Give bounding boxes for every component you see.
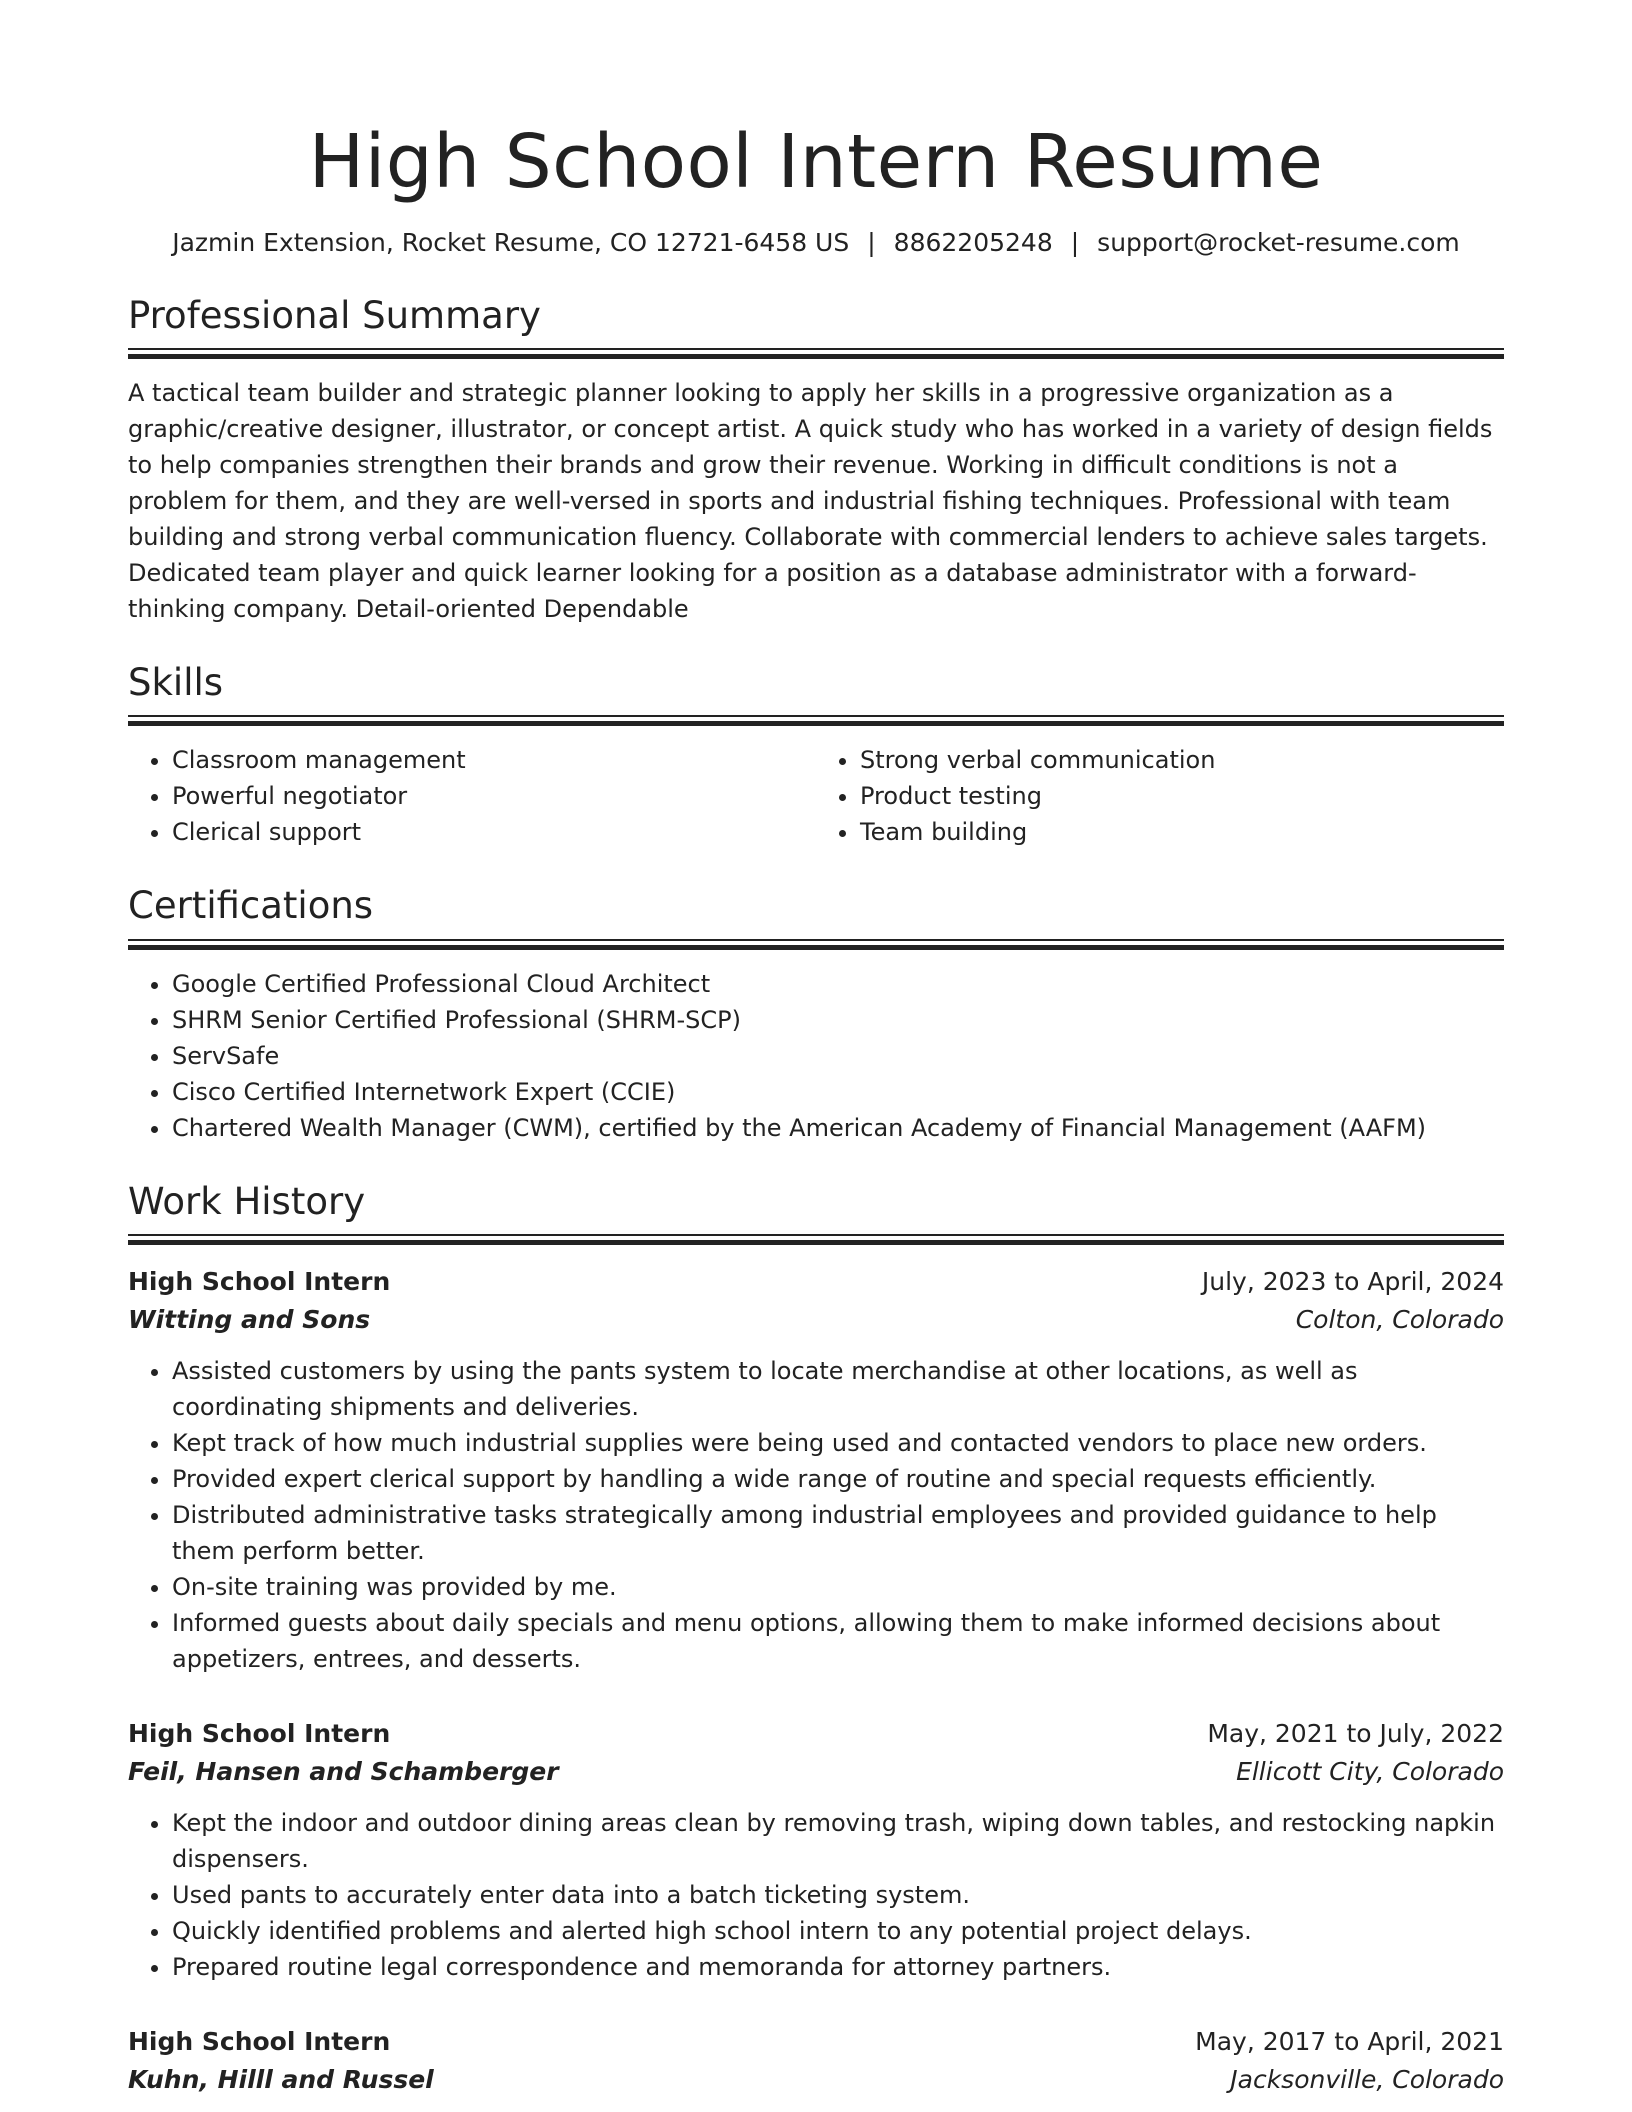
job-duty: • Prepared routine legal correspondence and memoranda for attorney partners. bbox=[172, 1949, 1504, 1985]
job-company: Feil, Hansen and Schamberger bbox=[128, 1757, 559, 1787]
skills-right-list bbox=[816, 742, 1504, 850]
certifications-section bbox=[128, 884, 1504, 1145]
job-entry bbox=[128, 1715, 1504, 1985]
job-dates: May, 2017 to April, 2021 bbox=[1195, 2027, 1504, 2057]
job-duty: • On-site training was provided by me. bbox=[172, 1569, 1504, 1605]
section-divider bbox=[128, 348, 1504, 359]
job-company-row bbox=[128, 2061, 1504, 2099]
certification-item: • Cisco Certified Internetwork Expert (CCIE) bbox=[172, 1074, 1504, 1110]
work-history-heading: Work History bbox=[128, 1179, 366, 1223]
contact-email: support@rocket-resume.com bbox=[1097, 228, 1460, 258]
certification-item: • Google Certified Professional Cloud Architect bbox=[172, 966, 1504, 1002]
job-company: Kuhn, Hilll and Russel bbox=[128, 2065, 434, 2095]
skills-grid bbox=[128, 742, 1504, 850]
summary-heading: Professional Summary bbox=[128, 293, 541, 337]
resume-title: High School Intern Resume bbox=[308, 119, 1324, 205]
job-title: High School Intern bbox=[128, 2027, 391, 2057]
job-dates: May, 2021 to July, 2022 bbox=[1207, 1719, 1504, 1749]
skills-section bbox=[128, 661, 1504, 850]
job-duty: • Distributed administrative tasks strategically among industrial employees and provided guidance to help them perform better. bbox=[172, 1497, 1504, 1569]
job-duty: • Used pants to accurately enter data into a batch ticketing system. bbox=[172, 1877, 1504, 1913]
certification-item: • Chartered Wealth Manager (CWM), certified by the American Academy of Financial Management (AAFM) bbox=[172, 1110, 1504, 1146]
job-duty: • Quickly identified problems and alerted high school intern to any potential project delays. bbox=[172, 1913, 1504, 1949]
skill-item: • Strong verbal communication bbox=[860, 742, 1504, 778]
job-location: Colton, Colorado bbox=[1295, 1305, 1504, 1335]
job-company: Witting and Sons bbox=[128, 1305, 371, 1335]
skill-item: • Product testing bbox=[860, 778, 1504, 814]
certification-item: • ServSafe bbox=[172, 1038, 1504, 1074]
job-location: Ellicott City, Colorado bbox=[1236, 1757, 1504, 1787]
skills-left-list bbox=[128, 742, 816, 850]
certifications-list bbox=[128, 966, 1504, 1146]
job-title: High School Intern bbox=[128, 1267, 391, 1297]
skills-heading: Skills bbox=[128, 660, 224, 704]
job-duties-list bbox=[128, 1805, 1504, 1985]
section-divider bbox=[128, 715, 1504, 726]
summary-section bbox=[128, 294, 1504, 627]
contact-line bbox=[128, 227, 1504, 260]
job-header-row bbox=[128, 1263, 1504, 1301]
job-duty: • Provided expert clerical support by handling a wide range of routine and special requests efficiently. bbox=[172, 1461, 1504, 1497]
job-location: Jacksonville, Colorado bbox=[1230, 2065, 1504, 2095]
section-divider bbox=[128, 1234, 1504, 1245]
skill-item: • Powerful negotiator bbox=[172, 778, 816, 814]
job-title: High School Intern bbox=[128, 1719, 391, 1749]
skill-item: • Classroom management bbox=[172, 742, 816, 778]
contact-address: Jazmin Extension, Rocket Resume, CO 12721-6458 US bbox=[172, 228, 850, 258]
contact-separator: | bbox=[867, 228, 876, 258]
job-duty: • Assisted customers by using the pants system to locate merchandise at other locations, as well as coordinating shipments and deliveries. bbox=[172, 1353, 1504, 1425]
summary-text: A tactical team builder and strategic planner looking to apply her skills in a progressive organization as a graphic/creative designer, illustrator, or concept artist. A quick study who has worked in a variety of design fields to help companies strengthen their brands and grow their revenue. Working in difficult conditions is not a problem for them, and they are well-versed in sports and industrial fishing techniques. Professional with team building and strong verbal communication fluency. Collaborate with commercial lenders to achieve sales targets. Dedicated team player and quick learner looking for a position as a database administrator with a forward-thinking company. Detail-oriented Dependable bbox=[128, 378, 1493, 623]
job-duty: • Informed guests about daily specials and menu options, allowing them to make informed decisions about appetizers, entrees, and desserts. bbox=[172, 1605, 1504, 1677]
job-header-row bbox=[128, 2023, 1504, 2061]
job-company-row bbox=[128, 1301, 1504, 1339]
job-dates: July, 2023 to April, 2024 bbox=[1201, 1267, 1504, 1297]
contact-phone: 8862205248 bbox=[893, 228, 1053, 258]
certifications-heading: Certifications bbox=[128, 884, 374, 928]
skill-item: • Team building bbox=[860, 814, 1504, 850]
job-company-row bbox=[128, 1753, 1504, 1791]
job-duties-list bbox=[128, 1353, 1504, 1677]
certification-item: • SHRM Senior Certified Professional (SHRM-SCP) bbox=[172, 1002, 1504, 1038]
job-entry bbox=[128, 1263, 1504, 1677]
job-entry bbox=[128, 2023, 1504, 2099]
work-history-section bbox=[128, 1180, 1504, 2099]
job-duty: • Kept the indoor and outdoor dining areas clean by removing trash, wiping down tables, and restocking napkin dispensers. bbox=[172, 1805, 1504, 1877]
skill-item: • Clerical support bbox=[172, 814, 816, 850]
contact-separator: | bbox=[1070, 228, 1080, 258]
section-divider bbox=[128, 939, 1504, 950]
job-duty: • Kept track of how much industrial supplies were being used and contacted vendors to place new orders. bbox=[172, 1425, 1504, 1461]
job-header-row bbox=[128, 1715, 1504, 1753]
